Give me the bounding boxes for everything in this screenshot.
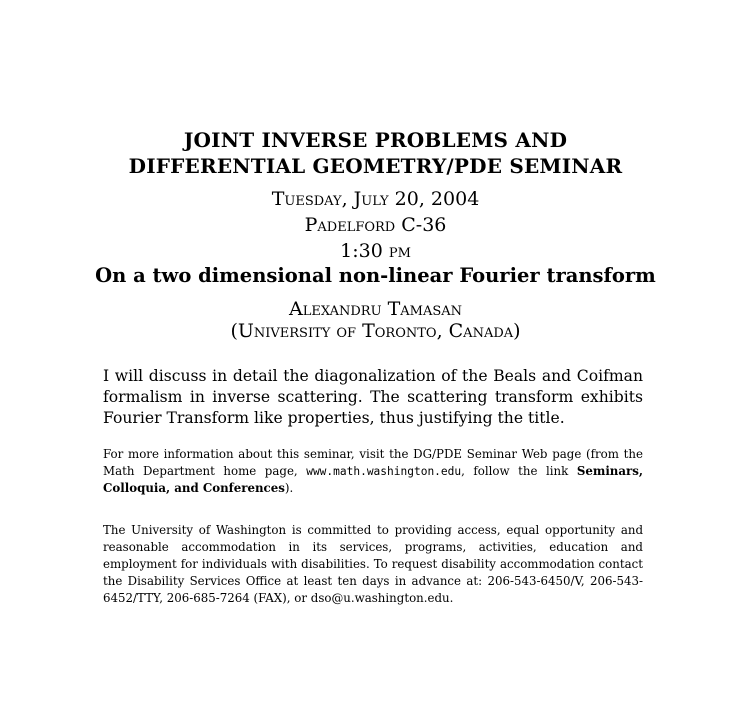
event-room: Padelford C-36: [304, 214, 447, 236]
info-text-after: ).: [284, 481, 294, 495]
info-text-before-url: For more information about this seminar, visit the DG/PDE Seminar Web page (from the Math Department home page,: [103, 447, 643, 478]
seminars-link[interactable]: Seminars, Colloquia, and Conferences: [103, 464, 643, 495]
event-date: Tuesday, July 20, 2004: [271, 188, 480, 210]
disability-notice: The University of Washington is committed to providing access, equal opportunity and reasonable accommodation in its services, programs, activities, education and employment for individuals with disabilities. To request disability accommodation contact the Disability Services Office at least ten days in advance at: 206-543-6450/V, 206-543-6452/TTY, 206-685-7264 (FAX), or dso@u.washington.edu.: [103, 523, 643, 605]
math-department-url[interactable]: www.math.washington.edu: [306, 465, 462, 478]
talk-title: On a two dimensional non-linear Fourier transform: [95, 264, 656, 287]
speaker-affiliation: (University of Toronto, Canada): [230, 320, 521, 342]
seminar-title-line-2: DIFFERENTIAL GEOMETRY/PDE SEMINAR: [128, 154, 623, 178]
more-info-paragraph: [103, 446, 643, 497]
speaker-name: Alexandru Tamasan: [288, 298, 463, 320]
abstract-text: I will discuss in detail the diagonalization of the Beals and Coifman formalism in inverse scattering. The scattering transform exhibits Fourier Transform like properties, thus justifying the title.: [103, 367, 643, 427]
info-text-middle: , follow the link: [461, 464, 577, 478]
event-time: 1:30 pm: [340, 240, 411, 262]
seminar-title-line-1: JOINT INVERSE PROBLEMS AND: [183, 128, 568, 152]
